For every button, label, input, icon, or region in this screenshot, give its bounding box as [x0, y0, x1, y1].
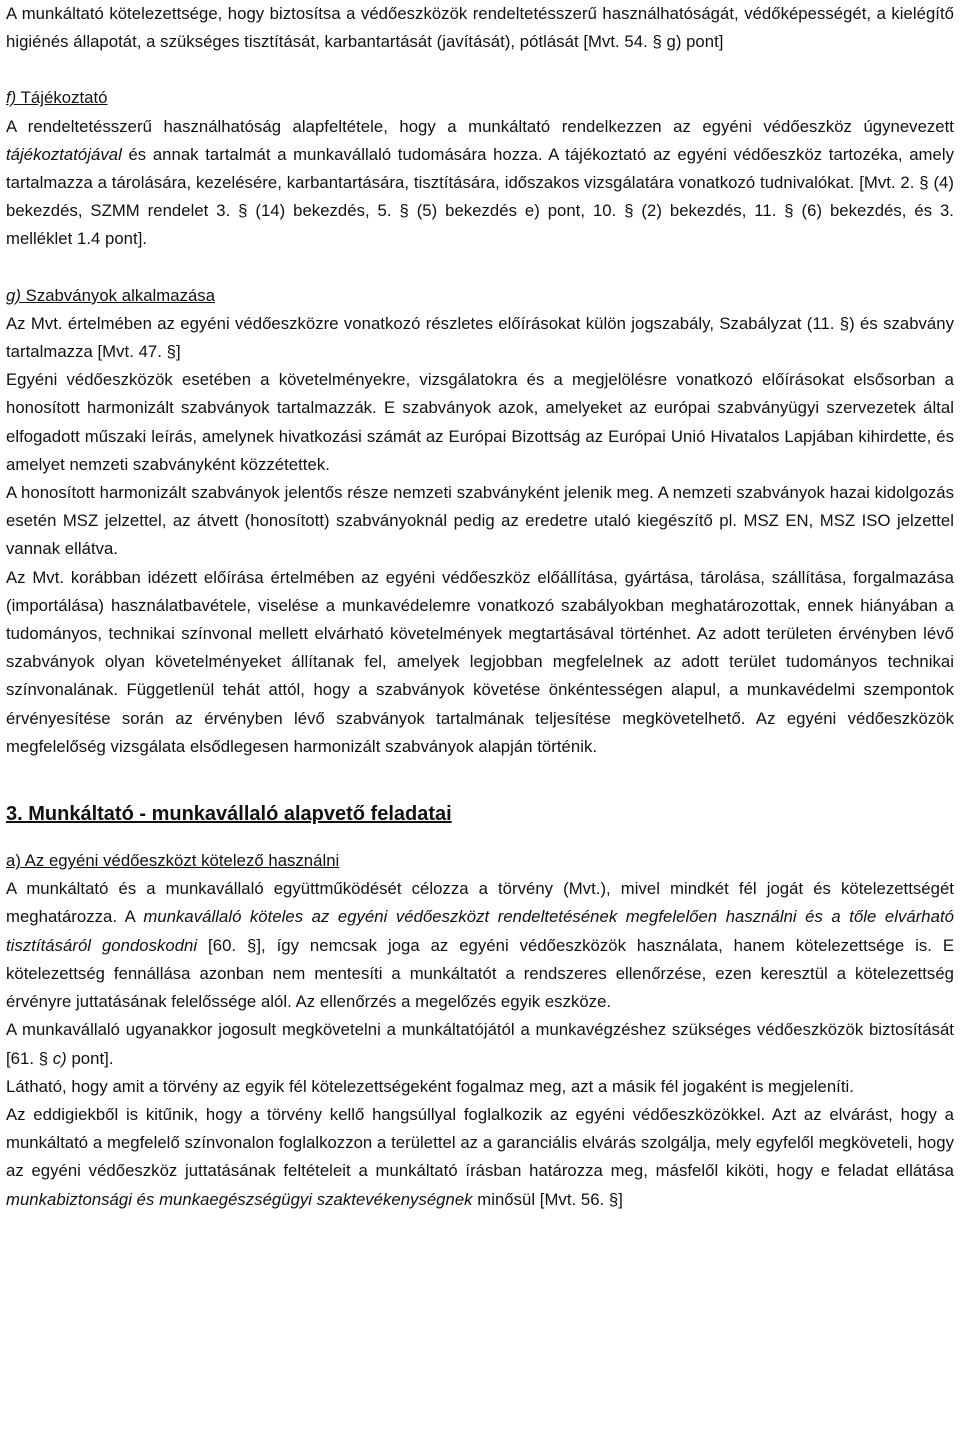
spacer	[6, 56, 954, 84]
text-run: minősül [Mvt. 56. §]	[472, 1189, 623, 1209]
paragraph-maintenance-obligation: A munkáltató kötelezettsége, hogy biztosítsa a védőeszközök rendeltetésszerű használhatóságát, védőképességét, a kielégítő higiénés állapotát, a szükséges tisztítását, karbantartását (javítását), pótlását [Mvt. 54. § g) pont]	[6, 4, 954, 52]
paragraph-egyuttmukodes	[6, 875, 954, 1016]
paragraph-szabvany-mvt: Az Mvt. értelmében az egyéni védőeszközre vonatkozó részletes előírásokat külön jogszabály, Szabályzat (11. §) és szabvány tartalmazza [Mvt. 47. §]	[6, 313, 954, 362]
spacer	[6, 761, 954, 799]
text-run-italic: munkabiztonsági és munkaegészségügyi szaktevékenységnek	[6, 1189, 473, 1209]
text-run-italic: tájékoztatójával	[6, 144, 122, 164]
heading-a-text: a) Az egyéni védőeszközt kötelező használni	[6, 851, 340, 871]
text-run: A munkavállaló ugyanakkor jogosult megkövetelni a munkáltatójától a munkavégzéshez szükséges védőeszközök biztosítását [61. §	[6, 1020, 954, 1068]
paragraph-nemzeti-szabvanyok: A honosított harmonizált szabványok jelentős része nemzeti szabványként jelenik meg. A nemzeti szabványok hazai kidolgozás esetén MSZ jelzettel, az átvett (honosított) szabványoknál pedig az eredetre utaló kiegészítő pl. MSZ EN, MSZ ISO jelzettel vannak ellátva.	[6, 483, 954, 559]
paragraph-tajekoztato	[6, 113, 954, 254]
text-run: és annak tartalmát a munkavállaló tudomására hozza. A tájékoztató az egyéni védőeszköz tartozéka, amely tartalmazza a tárolására, kezelésére, karbantartására, tisztítására, időszakos vizsgálatára vonatkozó tudnivalókat. [Mvt. 2. § (4) bekezdés, SZMM rendelet 3. § (14) bekezdés, 5. § (5) bekezdés e) pont, 10. § (2) bekezdés, 11. § (6) bekezdés, és 3. melléklet 1.4 pont].	[6, 144, 954, 249]
paragraph-jog-kotelezettseg: Látható, hogy amit a törvény az egyik fél kötelezettségeként fogalmaz meg, azt a másik fél jogaként is megjeleníti.	[6, 1076, 854, 1096]
text-run-italic: munkavállaló köteles az egyéni védőeszközt rendeltetésének megfelelően használni és a tőle elvárható tisztításáról gondoskodni	[6, 907, 954, 955]
text-run: A munkáltató és a munkavállaló együttműködését célozza a törvény (Mvt.), mivel mindkét fél jogát és kötelezettségét meghatározza. A	[6, 879, 954, 927]
paragraph-munkavallalo-jogosult	[6, 1016, 954, 1072]
spacer	[6, 254, 954, 282]
heading-g-title: Szabványok alkalmazása	[20, 285, 216, 305]
section-3-title: 3. Munkáltató - munkavállaló alapvető feladatai	[6, 803, 452, 826]
spacer	[6, 829, 954, 847]
text-run-italic: c)	[52, 1048, 67, 1068]
heading-f-tajekoztato	[6, 84, 954, 112]
heading-f-letter: f)	[6, 88, 17, 108]
heading-g-letter: g)	[6, 285, 21, 305]
paragraph-harmonizalt-szabvanyok: Egyéni védőeszközök esetében a követelményekre, vizsgálatokra és a megjelölésre vonatkozó előírásokat elsősorban a honosított harmonizált szabványok tartalmazzák. E szabványok azok, amelyeket az európai szabványügyi szervezetek által elfogadott műszaki leírás, amelynek hivatkozási számát az Európai Bizottság az Európai Unió Hivatalos Lapjában kihirdette, és amelyet nemzeti szabványként közzétettek.	[6, 370, 954, 474]
heading-f-title: Tájékoztató	[16, 88, 108, 108]
text-run: Az eddigiekből is kitűnik, hogy a törvény kellő hangsúllyal foglalkozik az egyéni védőeszközökkel. Azt az elvárást, hogy a munkáltató a megfelelő színvonalon foglalkozzon a területtel az a garanciális elvárás szolgálja, mely egyfelől megköveteli, hogy az egyéni védőeszköz juttatásának feltételeit a munkáltató írásban határozza meg, másfelől kiköti, hogy e feladat ellátása	[6, 1104, 954, 1181]
paragraph-mvt-eloiras: Az Mvt. korábban idézett előírása értelmében az egyéni védőeszköz előállítása, gyártása, tárolása, szállítása, forgalmazása (importálása) használatbavétele, viselése a munkavédelemre vonatkozó szabályokban meghatározottak, ennek hiányában a tudományos, technikai színvonal mellett elvárható követelmények megtartásával történhet. Az adott területen érvényben lévő szabványok olyan követelményeket állítanak fel, amelyek legjobban megfelelnek az adott terület tudományos technikai színvonalának. Függetlenül tehát attól, hogy a szabványok követése önkéntességen alapul, a munkavédelmi szempontok érvényesítése során az érvényben lévő szabványok tartalmának teljesítése megkövetelhető. Az egyéni védőeszközök megfelelőség vizsgálata elsődlegesen harmonizált szabványok alapján történik.	[6, 567, 954, 756]
text-run: A rendeltetésszerű használhatóság alapfeltétele, hogy a munkáltató rendelkezzen az egyéni védőeszköz úgynevezett	[6, 116, 954, 136]
heading-g-szabvanyok	[6, 282, 954, 310]
text-run: pont].	[66, 1048, 114, 1068]
heading-a-kotelezo-hasznalat	[6, 847, 954, 875]
paragraph-garancialis-elvaras	[6, 1101, 954, 1214]
text-run: [60. §], így nemcsak joga az egyéni védőeszközök használata, hanem kötelezettsége is. E kötelezettség fennállása azonban nem mentesíti a munkáltatót a rendszeres ellenőrzése, ezen keresztül a kötelezettség érvényre juttatásának felelőssége alól. Az ellenőrzés a megelőzés egyik eszköze.	[6, 935, 954, 1012]
